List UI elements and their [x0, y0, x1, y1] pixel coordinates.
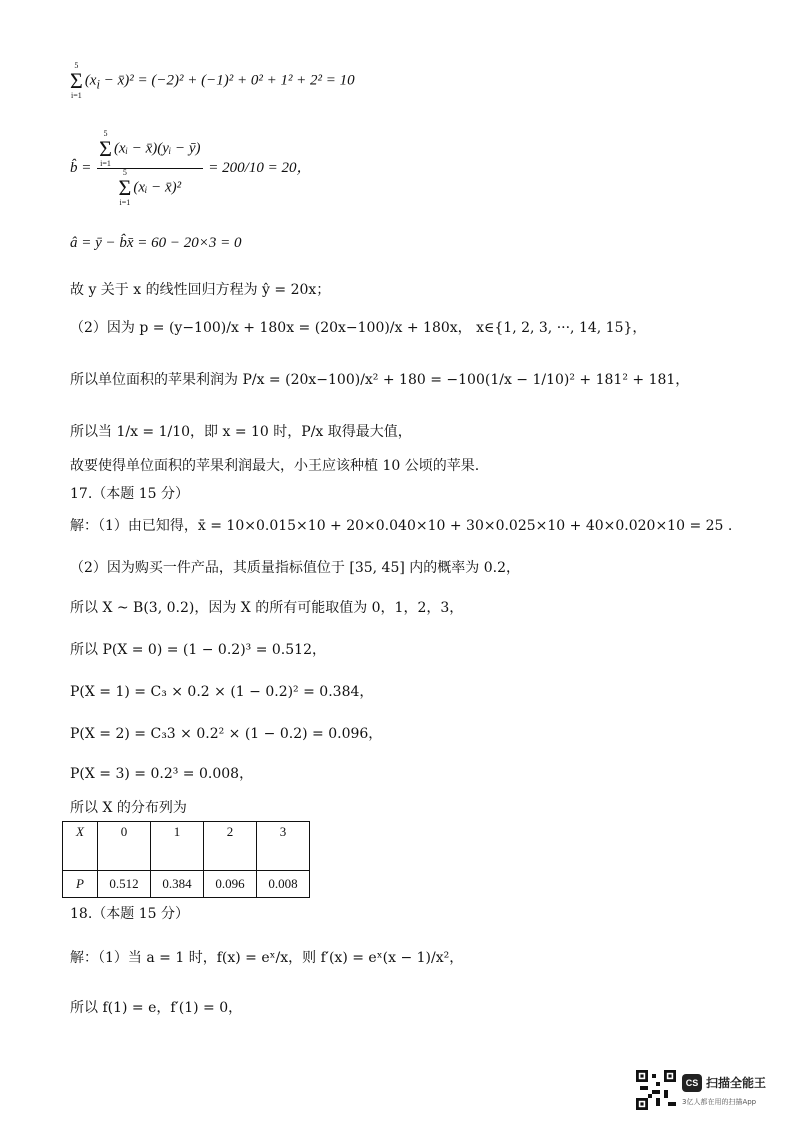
table-cell: 3	[257, 822, 310, 871]
b-hat-result: = 200/10 = 20，	[208, 159, 312, 176]
b-hat-fraction: 5 Σ i=1(xᵢ − x̄)(yᵢ − ȳ) 5 Σ i=1(xᵢ − x̄)²	[99, 129, 201, 207]
q18-title: 18.（本题 15 分）	[70, 906, 189, 922]
table-cell: 0.008	[257, 871, 310, 898]
table-cell: 0.384	[151, 871, 204, 898]
q18-part1: 解：（1）当 a = 1 时，f(x) = eˣ/x，则 f′(x) = eˣ(x − 1)/x²，	[70, 950, 464, 966]
q17-part2: （2）因为购买一件产品，其质量指标值位于 [35, 45] 内的概率为 0.2，	[70, 560, 520, 576]
q17-part1: 解：（1）由已知得，x̄ = 10×0.015×10 + 20×0.040×10 + 30×0.025×10 + 40×0.020×10 = 25 .	[70, 518, 733, 534]
q17-binomial: 所以 X ~ B(3, 0.2)，因为 X 的所有可能取值为 0，1，2，3，	[70, 600, 464, 616]
brand-tagline: 3亿人都在用的扫描App	[682, 1098, 757, 1106]
table-cell: 0.512	[98, 871, 151, 898]
brand-name: 扫描全能王	[706, 1076, 767, 1090]
prob-x0: 所以 P(X = 0) = (1 − 0.2)³ = 0.512，	[70, 642, 326, 658]
scanner-watermark	[636, 1070, 776, 1114]
sum-squares-value: = (−2)² + (−1)² + 0² + 1² + 2² = 10	[137, 72, 355, 89]
table-cell: 0.096	[204, 871, 257, 898]
b-hat-line: b̂ = 5 Σ i=1(xᵢ − x̄)(yᵢ − ȳ) 5 Σ i=1(xᵢ − x̄)² = 200/10 = 20，	[70, 129, 312, 207]
regression-equation-line: 故 y 关于 x 的线性回归方程为 ŷ = 20x；	[70, 282, 331, 298]
qr-code-icon	[636, 1070, 676, 1110]
table-row	[63, 822, 310, 871]
q17-title: 17.（本题 15 分）	[70, 486, 189, 502]
distribution-table	[62, 821, 310, 898]
table-row	[63, 871, 310, 898]
b-hat-denominator: (xᵢ − x̄)²	[133, 179, 182, 196]
unit-profit-line: 所以单位面积的苹果利润为 P/x = (20x−100)/x² + 180 = −100(1/x − 1/10)² + 181² + 181，	[70, 372, 690, 388]
prob-x2: P(X = 2) = C₃3 × 0.2² × (1 − 0.2) = 0.096，	[70, 726, 383, 742]
prob-x3: P(X = 3) = 0.2³ = 0.008，	[70, 766, 254, 782]
sigma-symbol: 5 Σ i=1	[70, 61, 83, 100]
b-hat-numerator: (xᵢ − x̄)(yᵢ − ȳ)	[113, 140, 201, 157]
table-cell: X	[63, 822, 98, 871]
table-cell: 1	[151, 822, 204, 871]
table-cell: P	[63, 871, 98, 898]
camscanner-logo: CS	[682, 1074, 702, 1092]
max-condition-line: 所以当 1/x = 1/10，即 x = 10 时，P/x 取得最大值，	[70, 424, 412, 440]
table-cell: 2	[204, 822, 257, 871]
part2-profit-line: （2）因为 p = (y−100)/x + 180x = (20x−100)/x + 180x， x∈{1, 2, 3, ···, 14, 15}，	[70, 320, 647, 336]
prob-x1: P(X = 1) = C₃ × 0.2 × (1 − 0.2)² = 0.384，	[70, 684, 374, 700]
q16-conclusion: 故要使得单位面积的苹果利润最大，小王应该种植 10 公顷的苹果.	[70, 458, 480, 474]
distribution-intro: 所以 X 的分布列为	[70, 800, 187, 816]
table-cell: 0	[98, 822, 151, 871]
sum-squares-line: 5 Σ $i=1(x_i$ − x̄)² = (−2)² + (−1)² + 0² + 1² + 2² = 10	[70, 61, 355, 100]
a-hat-line: â = ȳ − b̂x̄ = 60 − 20×3 = 0	[70, 235, 242, 251]
q18-part2: 所以 f(1) = e，f′(1) = 0，	[70, 1000, 243, 1016]
